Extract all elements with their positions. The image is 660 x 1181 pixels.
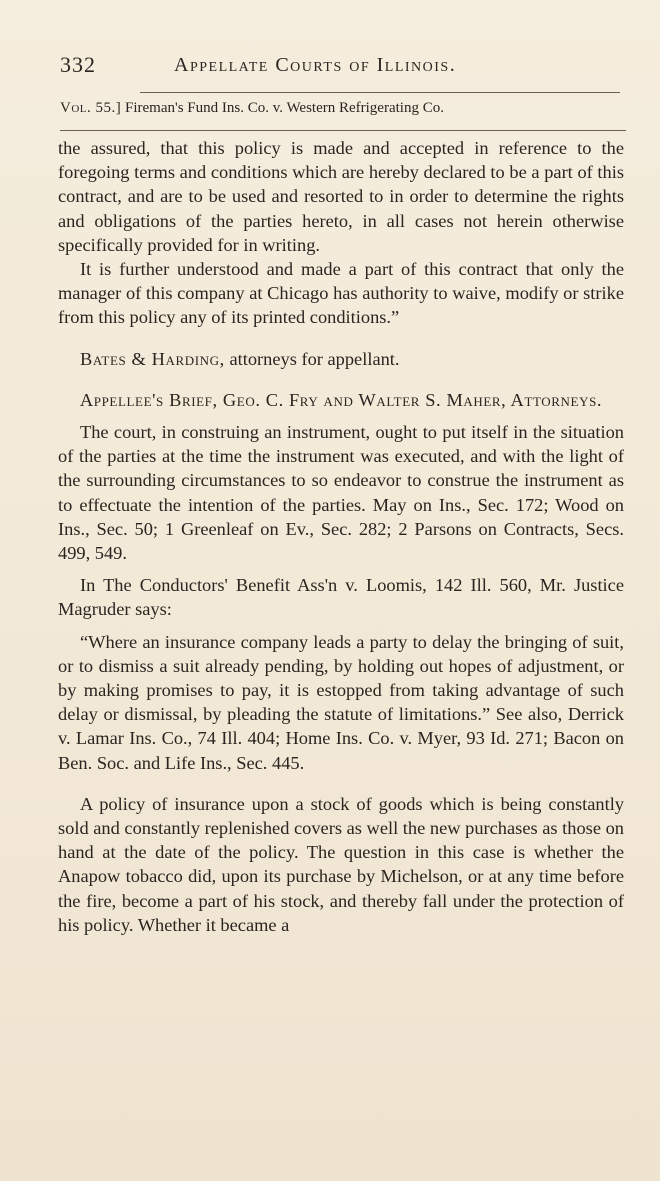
case-head [60,100,620,117]
body-text [58,136,624,937]
attorneys-for-appellant [58,347,624,371]
header-rule-top [140,92,620,93]
running-head [60,50,620,84]
volume-reference: Vol. 55.] [60,100,122,116]
case-name: Fireman's Fund Ins. Co. v. Western Refrigerating Co. [125,100,444,116]
paragraph: The court, in construing an instrument, ought to put itself in the situation of the parties at the time the instrument was executed, and with the light of the surrounding circumstances to so endeavor to construe the instrument as to effectuate the intention of the parties. May on Ins., Sec. 172; Wood on Ins., Sec. 50; 1 Greenleaf on Ev., Sec. 282; 2 Parsons on Contracts, Secs. 499, 549. [58,422,624,564]
quotation-paragraph: “Where an insurance company leads a party to delay the bringing of suit, or to dismiss a suit already pending, by holding out hopes of adjustment, or by making promises to pay, it is estopped from taking advantage of such delay or dismissal, by pleading the statute of limitations.” See also, Derrick v. Lamar Ins. Co., 74 Ill. 404; Home Ins. Co. v. Myer, 93 Id. 271; Bacon on Ben. Soc. and Life Ins., Sec. 445. [58,631,624,773]
attorney-names: Bates & Harding, [80,348,225,369]
paragraph: the assured, that this policy is made and accepted in reference to the foregoing terms and conditions which are hereby declared to be a part of this contract, and are to be used and resorted to in order to determine the rights and obligations of the parties hereto, in all cases not herein otherwise specifically provided for in writing. [58,138,624,255]
appellee-brief-heading: Appellee's Brief, Geo. C. Fry and Walter S. Maher, Attorneys. [79,389,603,410]
page-number: 332 [60,52,96,77]
paragraph: In The Conductors' Benefit Ass'n v. Loomis, 142 Ill. 560, Mr. Justice Magruder says: [58,575,624,620]
header-rule-bottom [60,130,626,131]
running-title: Appellate Courts of Illinois. [174,54,457,76]
paragraph: A policy of insurance upon a stock of goods which is being constantly sold and constantly replenished covers as well the new purchases as those on hand at the date of the policy. The question in this case is whether the Anapow tobacco did, upon its purchase by Michelson, or at any time before the fire, become a part of his stock, and thereby fall under the protection of his policy. Whether it became a [58,793,624,935]
paragraph: It is further understood and made a part of this contract that only the manager of this company at Chicago has authority to waive, modify or strike from this policy any of its printed conditions.” [58,259,624,328]
attorney-role: attorneys for appellant. [224,348,400,369]
